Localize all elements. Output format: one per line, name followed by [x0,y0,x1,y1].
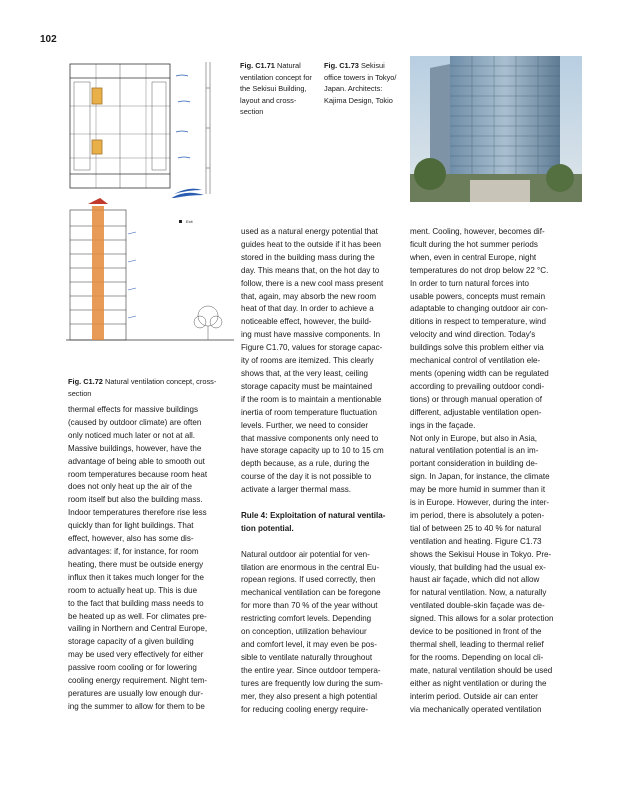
caption-line: Japan. Architects: [324,84,383,94]
body-text-line: Indoor temperatures therefore rise less [68,508,207,518]
body-text-line: im period, there is absolutely a poten- [410,510,545,520]
body-text-line: Massive buildings, however, have the [68,443,202,453]
body-text-line: influx then it takes much longer for the [68,572,204,582]
paragraph-gap [241,536,406,549]
body-text-line: activate a larger thermal mass. [241,485,352,495]
body-text-line: vailing in Northern and Central Europe, [68,624,208,634]
caption-label: Fig. C1.73 [324,61,359,70]
figure-caption-c171 [240,60,322,118]
body-text-line: according to prevailing outdoor condi- [410,381,545,391]
body-text-line: advantage of being able to smooth out [68,456,205,466]
body-text-line: sign. In Japan, for instance, the climate [410,472,550,482]
body-text-line: mer, they also present a high potential [241,691,377,701]
body-text-line: for more than 70 % of the year without [241,601,378,611]
body-text-line: ing the summer to allow for them to be [68,701,205,711]
body-text-line: thermal effects for massive buildings [68,405,198,414]
body-text-line: sible to ventilate naturally throughout [241,652,373,662]
body-text-line: haust air façade, which did not allow [410,575,540,585]
body-text-line: (caused by outdoor climate) are often [68,417,202,427]
body-text-line: mechanical ventilation can be foregone [241,588,381,598]
body-text-line: device to be positioned in front of the [410,627,542,637]
body-text-line: storage capacity of a given building [68,637,194,647]
body-text-line: room temperatures because room heat [68,469,208,479]
body-text-line: course of the day it is not possible to [241,472,372,482]
body-text-line: ficult during the hot summer periods [410,239,538,249]
body-text-line: used as a natural energy potential that [241,227,378,236]
text-column-2 [241,226,406,716]
text-column-3 [410,226,582,716]
body-text-line: may be more humid in summer than it [410,485,546,495]
body-text-line: adaptable to changing outdoor air con- [410,304,548,314]
body-text-line: In order to turn natural forces into [410,278,529,288]
body-text-line: Natural outdoor air potential for ven- [241,549,370,559]
body-text-line: natural ventilation potential is an im- [410,446,539,456]
body-text-line: buildings solve this problem either via [410,343,544,353]
text-column-1 [68,404,236,714]
body-text-line: viously, that building had the usual ex- [410,562,546,572]
body-text-line: different, adjustable ventilation open- [410,407,542,417]
caption-line: Natural ventilation concept, cross- [104,377,217,386]
body-text-line: Figure C1.70, values for storage capac- [241,343,383,353]
caption-line: section [240,107,264,117]
body-text-line: on conception, utilization behaviour [241,627,367,637]
body-text-line: that massive components only need to [241,433,379,443]
body-text-line: is in Europe. However, during the inter- [410,498,550,508]
body-text-line: temperatures do not drop below 22 °C. [410,265,549,275]
body-text-line: noticeable effect, however, the build- [241,317,372,327]
section-heading-line: tion potential. [241,523,294,533]
body-text-line: signed. This allows for a solar protection [410,614,554,624]
body-text-line: ventilated double-skin façade was de- [410,601,545,611]
body-text-line: if the room is to maintain a mentionable [241,394,382,404]
caption-line: section [68,388,92,398]
body-text-line: ing must have massive components. In [241,330,381,340]
body-text-line: peratures are usually low enough dur- [68,688,204,698]
caption-line: office towers in Tokyo/ [324,72,397,82]
body-text-line: when, even in central Europe, night [410,252,537,262]
body-text-line: ropean regions. If used correctly, then [241,575,376,585]
body-text-line: tions) or through manual operation of [410,394,542,404]
body-text-line: room itself but also the building mass. [68,495,203,505]
body-text-line: room to actually heat up. This is due [68,585,198,595]
body-text-line: does not only heat up the air of the [68,482,192,492]
body-text-line: guides heat to the outside if it has been [241,239,382,249]
body-text-line: either as night ventilation or during the [410,678,547,688]
caption-line: Natural [276,61,301,70]
figure-caption-c173 [324,60,404,106]
caption-line: Kajima Design, Tokio [324,95,393,105]
body-text-line: ventilation and heating. Figure C1.73 [410,536,542,546]
body-text-line: the entire year. Since outdoor tempera- [241,665,381,675]
body-text-line: ment. Cooling, however, becomes dif- [410,227,545,236]
body-text-line: follow, there is a new cool mass present [241,278,384,288]
body-text-line: may be used very effectively for either [68,650,204,660]
body-text-line: heating, there must be outside energy [68,559,204,569]
body-text-line: stored in the building mass during the [241,252,375,262]
body-text-line: have storage capacity up to 10 to 15 cm [241,446,384,456]
body-text-line: to the fact that building mass needs to [68,598,204,608]
caption-line: layout and cross- [240,95,297,105]
caption-label: Fig. C1.72 [68,377,103,386]
body-text-line: ity of rooms are itemized. This clearly [241,356,374,366]
body-text-line: be heated up as well. For climates pre- [68,611,207,621]
body-text-line: that, again, may absorb the new room [241,291,377,301]
body-text-line: mechanical control of ventilation ele- [410,356,541,366]
body-text-line: ditions in respect to temperature, wind [410,317,546,327]
body-text-line: only noticed much later or not at all. [68,430,196,440]
body-text-line: and comfort level, it may even be pos- [241,639,377,649]
body-text-line: day. This means that, on the hot day to [241,265,380,275]
body-text-line: cooling energy requirement. Night tem- [68,676,208,686]
body-text-line: tilation are enormous in the central Eu- [241,562,380,572]
figure-caption-c172 [68,376,244,399]
body-text-line: heat of that day. In order to achieve a [241,304,374,314]
caption-label: Fig. C1.71 [240,61,275,70]
body-text-line: for the rooms. Depending on local cli- [410,652,544,662]
body-text-line: passive room cooling or for lowering [68,663,197,673]
body-text-line: shows that, at the very least, ceiling [241,368,369,378]
body-text-line: usable powers, concepts must remain [410,291,546,301]
body-text-line: levels. Further, we need to consider [241,420,369,430]
body-text-line: via mechanically operated ventilation [410,704,542,714]
figure-legend-text: Exit [186,219,193,224]
body-text-line: mate, natural ventilation should be used [410,665,553,675]
body-text-line: ings in the façade. [410,420,476,430]
floor-plan-figure [66,58,236,198]
caption-line: ventilation concept for [240,72,312,82]
body-text-line: restricting comfort levels. Depending [241,614,372,624]
body-text-line: shows the Sekisui House in Tokyo. Pre- [410,549,552,559]
body-text-line: storage capacity must be maintained [241,381,373,391]
cross-section-figure [66,198,234,348]
body-text-line: depth because, as a rule, during the [241,459,370,469]
body-text-line: for reducing cooling energy require- [241,704,369,714]
caption-line: Sekisui [360,61,385,70]
body-text-line: inertia of room temperature fluctuation [241,407,377,417]
body-text-line: tures are frequently low during the sum- [241,678,383,688]
body-text-line: quickly than for light buildings. That [68,521,194,531]
sekisui-tower-photo [410,56,582,202]
body-text-line: tial of between 25 to 40 % for natural [410,523,542,533]
body-text-line: effect, however, also has some dis- [68,534,194,544]
paragraph-gap [241,497,406,510]
body-text-line: interim period. Outside air can enter [410,691,538,701]
body-text-line: thermal shell, leading to thermal relief [410,640,544,649]
page-number: 102 [40,34,57,45]
body-text-line: ments (opening width can be regulated [410,368,549,378]
section-heading-line: Rule 4: Exploitation of natural ventila- [241,510,386,520]
body-text-line: velocity and wind direction. Today's [410,330,536,340]
body-text-line: Not only in Europe, but also in Asia, [410,433,538,443]
body-text-line: portant consideration in building de- [410,459,538,469]
body-text-line: for natural ventilation. Now, a naturally [410,588,547,598]
caption-line: the Sekisui Building, [240,84,307,94]
body-text-line: advantages: if, for instance, for room [68,546,199,556]
